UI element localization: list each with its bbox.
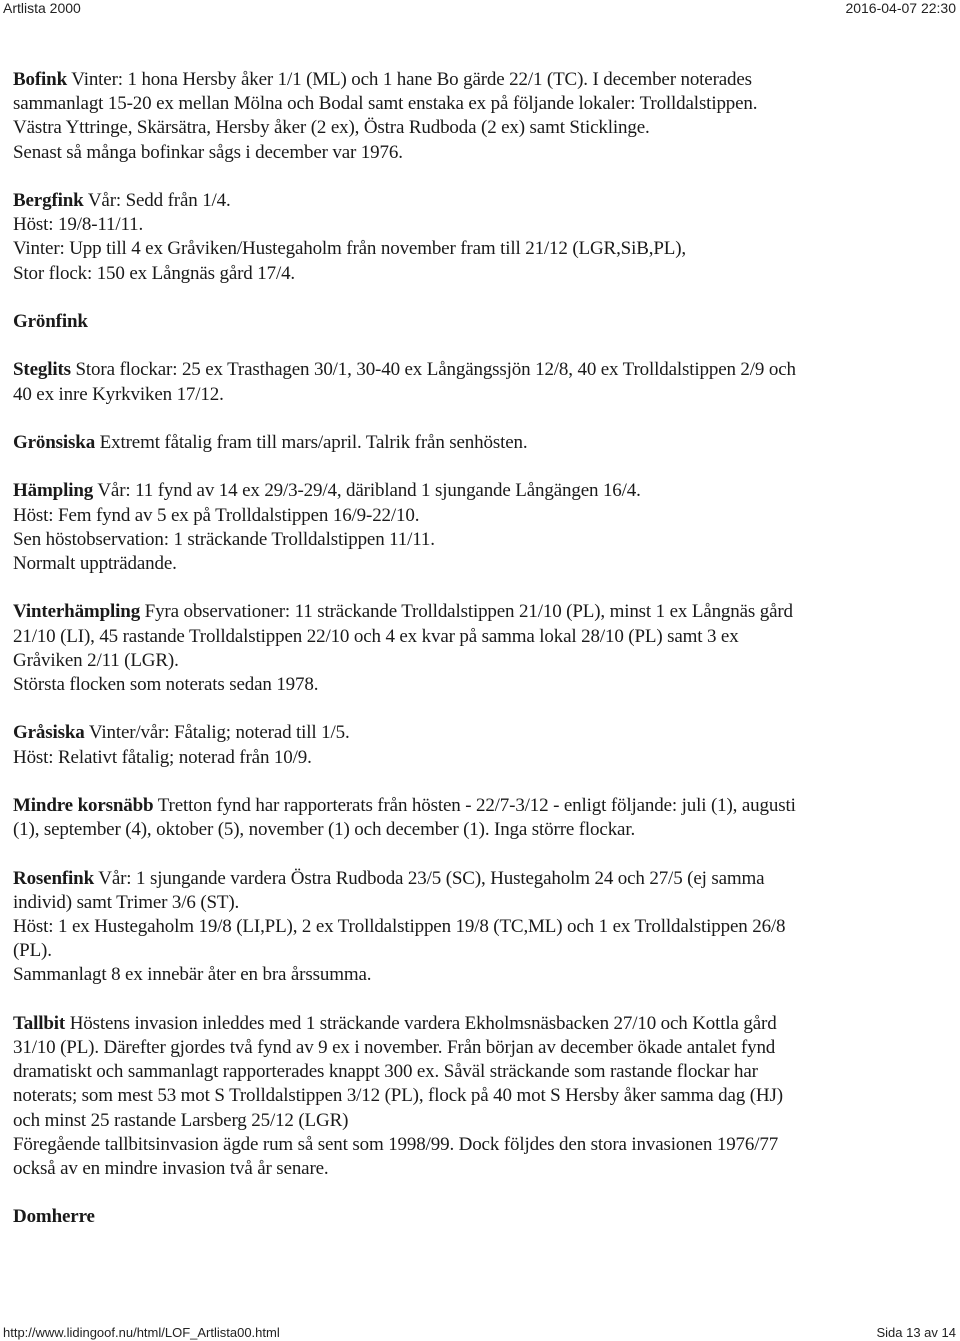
entry-line (13, 68, 948, 92)
entry-line: (PL). (13, 940, 52, 962)
entry-line: också av en mindre invasion två år senare. (13, 1157, 329, 1179)
species-name: Domherre (13, 1206, 95, 1228)
species-entry-tallbit (13, 1012, 948, 1181)
entry-line: 40 ex inre Kyrkviken 17/12. (13, 383, 224, 405)
species-entry-gronfink (13, 310, 948, 334)
entry-line: och minst 25 rastande Larsberg 25/12 (LGR) (13, 1109, 349, 1131)
entry-line: Föregående tallbitsinvasion ägde rum så sent som 1998/99. Dock följdes den stora invasionen 1976/77 (13, 1133, 779, 1155)
species-entry-mindre-korsnabb (13, 794, 948, 842)
entry-text: Tretton fynd har rapporterats från hösten - 22/7-3/12 - enligt följande: juli (1), augusti (153, 794, 796, 816)
entry-line: Normalt uppträdande. (13, 552, 177, 574)
entry-text: Stora flockar: 25 ex Trasthagen 30/1, 30-40 ex Långängssjön 12/8, 40 ex Trolldalstippen 2/9 och (70, 359, 796, 381)
species-name: Bergfink (13, 190, 84, 211)
species-name: Gråsiska (13, 722, 85, 744)
entry-line: 21/10 (LI), 45 rastande Trolldalstippen 22/10 och 4 ex kvar på samma lokal 28/10 (PL) samt 3 ex (13, 625, 739, 647)
entry-line (13, 1205, 948, 1229)
entry-line: 31/10 (PL). Därefter gjordes två fynd av 9 ex i november. Från början av december ökade antalet fynd (13, 1036, 776, 1058)
species-name: Hämpling (13, 480, 94, 502)
species-entry-rosenfink (13, 867, 948, 988)
entry-line: Senast så många bofinkar sågs i december var 1976. (13, 141, 403, 163)
species-name: Grönsiska (13, 431, 96, 453)
entry-line (13, 721, 948, 745)
entry-line: noterats; som mest 53 mot S Trolldalstippen 3/12 (PL), flock på 40 mot S Hersby åker samma dag (HJ) (13, 1085, 783, 1107)
entry-line: Vinter: Upp till 4 ex Gråviken/Hustegaholm från november fram till 21/12 (LGR,SiB,PL), (13, 238, 687, 260)
species-entry-vinterhampling (13, 600, 948, 697)
species-name: Bofink (13, 69, 68, 90)
entry-line (13, 310, 948, 334)
entry-line: Höst: Fem fynd av 5 ex på Trolldalstippen 16/9-22/10. (13, 504, 420, 526)
species-name: Grönfink (13, 311, 88, 332)
entry-text: Extremt fåtalig fram till mars/april. Talrik från senhösten. (95, 431, 528, 453)
entry-line (13, 189, 948, 213)
species-entry-domherre (13, 1205, 948, 1229)
entry-text: Vinter/vår: Fåtalig; noterad till 1/5. (84, 722, 350, 744)
entry-line (13, 794, 948, 818)
entry-line: sammanlagt 15-20 ex mellan Mölna och Bodal samt enstaka ex på följande lokaler: Trolldalstippen. (13, 93, 758, 115)
entry-line: individ) samt Trimer 3/6 (ST). (13, 891, 240, 913)
species-entry-bergfink (13, 189, 948, 286)
species-entry-hampling (13, 479, 948, 576)
page-number: Sida 13 av 14 (876, 1325, 956, 1340)
entry-line (13, 479, 948, 503)
species-name: Mindre korsnäbb (13, 794, 154, 816)
species-name: Steglits (13, 359, 71, 381)
entry-line: Sammanlagt 8 ex innebär åter en bra årssumma. (13, 964, 372, 986)
entry-line: Sen höstobservation: 1 sträckande Trolldalstippen 11/11. (13, 528, 435, 550)
document-title: Artlista 2000 (3, 0, 81, 16)
entry-text: Vinter: 1 hona Hersby åker 1/1 (ML) och 1 hane Bo gärde 22/1 (TC). I december noterades (67, 69, 752, 90)
entry-line: Höst: Relativt fåtalig; noterad från 10/9. (13, 746, 312, 768)
entry-line: dramatiskt och sammanlagt rapporterades knappt 300 ex. Såväl sträckande som rastande flockar har (13, 1061, 758, 1083)
entry-line: Gråviken 2/11 (LGR). (13, 649, 179, 671)
entry-text: Vår: Sedd från 1/4. (83, 190, 231, 211)
entry-line: Höst: 1 ex Hustegaholm 19/8 (LI,PL), 2 ex Trolldalstippen 19/8 (TC,ML) och 1 ex Trolldalstippen 26/8 (13, 915, 786, 937)
entry-line (13, 600, 948, 624)
species-name: Tallbit (13, 1012, 66, 1034)
entry-line: Största flocken som noterats sedan 1978. (13, 673, 319, 695)
species-entry-grasiska (13, 721, 948, 769)
entry-line: Västra Yttringe, Skärsätra, Hersby åker (2 ex), Östra Rudboda (2 ex) samt Sticklinge. (13, 117, 650, 139)
entry-text: Höstens invasion inleddes med 1 sträckande vardera Ekholmsnäsbacken 27/10 och Kottla gård (65, 1012, 777, 1034)
entry-line (13, 358, 948, 382)
species-name: Rosenfink (13, 867, 95, 889)
entry-line: Höst: 19/8-11/11. (13, 214, 144, 236)
entry-line (13, 1012, 948, 1036)
entry-text: Vår: 1 sjungande vardera Östra Rudboda 23/5 (SC), Hustegaholm 24 och 27/5 (ej samma (94, 867, 765, 889)
species-entry-steglits (13, 358, 948, 406)
entry-line: Stor flock: 150 ex Långnäs gård 17/4. (13, 262, 296, 284)
species-entry-bofink (13, 68, 948, 165)
species-list (13, 68, 948, 1254)
print-datetime: 2016-04-07 22:30 (845, 0, 956, 16)
species-entry-gronsiska (13, 431, 948, 455)
entry-line (13, 867, 948, 891)
species-name: Vinterhämpling (13, 601, 141, 623)
entry-line (13, 431, 948, 455)
entry-line: (1), september (4), oktober (5), november (1) och december (1). Inga större flockar. (13, 819, 636, 841)
source-url: http://www.lidingoof.nu/html/LOF_Artlista00.html (3, 1325, 280, 1340)
entry-text: Vår: 11 fynd av 14 ex 29/3-29/4, däribland 1 sjungande Långängen 16/4. (93, 480, 641, 502)
entry-text: Fyra observationer: 11 sträckande Trolldalstippen 21/10 (PL), minst 1 ex Långnäs gård (140, 601, 793, 623)
